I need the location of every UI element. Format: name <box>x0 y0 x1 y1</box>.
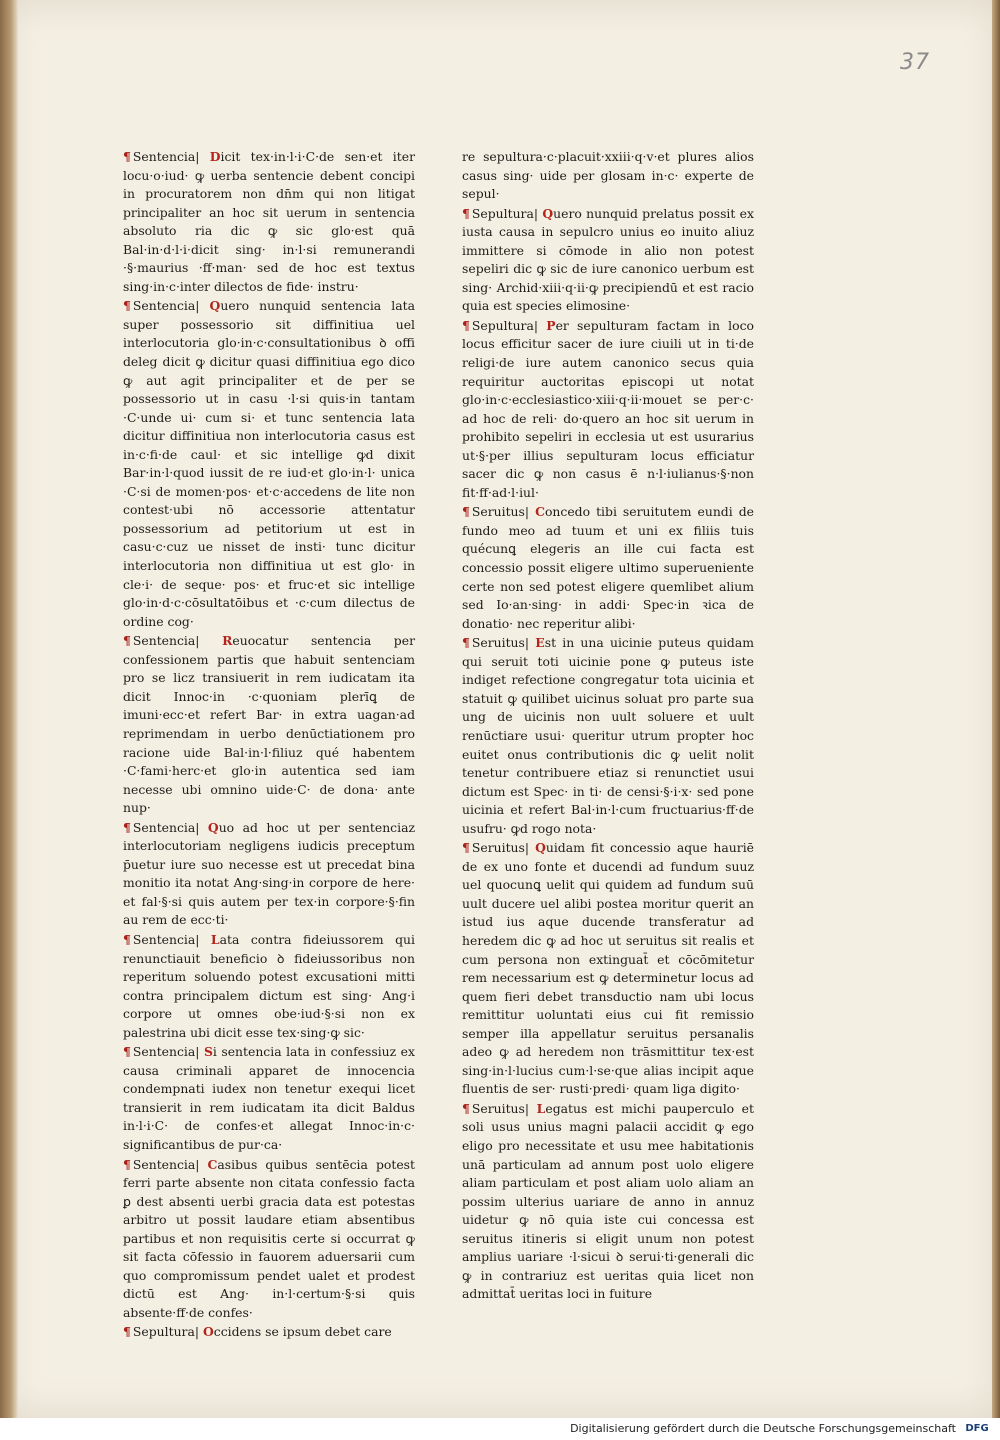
red-initial: E <box>535 635 545 651</box>
red-initial: Q <box>209 298 221 314</box>
rubric-separator: | <box>524 504 536 520</box>
entry-text: asibus quibus sentēcia potest ferri parte absente non citata confessio facta ꝑ dest absenti uerbi gracia data est potestas arbitro ut possit laudare etiam absentibus partibus et non requisitis certe si occurrat ꝙ sit facta cōfessio in fauorem aduersarii cum quo compromissum pendet ualet et prodest dictū est Ang· in·l·certum·§·si quis absente·ff·de confes· <box>123 1156 415 1320</box>
folio-number: 37 <box>900 50 930 75</box>
text-entry <box>123 931 415 1042</box>
entry-text: ata contra fideiussorem qui renunctiauit beneficio ꝺ fideiussoribus non reperitum soluendo potest excusationi mitti contra principalem dictum est sing· Ang·i corpore ut omnes obe·iud·§·si non ex palestrina ubi dicit esse tex·sing·ꝙ sic· <box>123 931 415 1040</box>
entry-text: ccidens se ipsum debet care <box>213 1324 392 1340</box>
rubric-separator: | <box>533 317 547 333</box>
text-entry <box>123 297 415 631</box>
red-initial: R <box>222 633 233 649</box>
red-initial: L <box>536 1100 546 1116</box>
text-entry <box>462 205 754 316</box>
text-entry <box>462 634 754 838</box>
rubric-separator: | <box>195 1156 208 1172</box>
entry-text: uidam fit concessio aque hauriē de ex uno fonte et ducendi ad fundum suuz uel quocunꝗ uelit qui quidem ad fundum suū uult ducere uel alibi postea moritur querit an istud ius aque ducende transferatur ad heredem dic ꝙ ad hoc ut seruitus sit realis et cum persona non extinguat̄ et cōcōmitetur rem necessarium est ꝙ determinetur locus ad quem fieri debet transductio nam ubi locus remittitur uoluntati eius cui fit remissio semper illa appellatur seruitus persanalis adeo ꝙ ad heredem non trāsmittitur tex·est sing·in·l·lucius cum·l·se·que alias incipit aque fluentis de ser· rusti·predi· quam liga digito· <box>462 840 754 1097</box>
rubric-separator: | <box>195 633 223 649</box>
red-initial: C <box>535 504 545 520</box>
footer-credit: Digitalisierung gefördert durch die Deutsche Forschungsgemeinschaft <box>570 1422 956 1435</box>
entry-text: uo ad hoc ut per sentenciaz interlocutoriam negligens iudicis preceptum p̄uetur iure suo necesse est ut precedat bina monitio ita notat Ang·sing·in corpore de here· et fal·§·si quis autem per tex·in corpore·§·fin au rem de ecc·ti· <box>123 819 415 928</box>
text-entry <box>123 1156 415 1323</box>
paragraph-mark-icon: ¶ <box>123 1324 131 1340</box>
entry-text: uero nunquid prelatus possit ex iusta causa in sepulcro unius eo inuito aliuz immittere si cōmode in alio non potest sepeliri dic ꝙ sic de iure canonico uerbum est sing· Archid·xiii·q·ii·ꝙ precipiendū et est racio quia est species elimosine· <box>462 205 754 314</box>
paragraph-mark-icon: ¶ <box>462 317 470 333</box>
entry-rubric: Sentencia <box>132 633 196 649</box>
paragraph-mark-icon: ¶ <box>123 819 131 835</box>
entry-text: i sentencia lata in confessiuz ex causa criminali apparet de innocencia condempnati iudex non tenetur exequi licet transierit in rem iudicatam ita dicit Baldus in·l·i·C· de confes·et allegat Innoc·in·c· significantibus de pur·ca· <box>123 1044 415 1152</box>
entry-rubric: Sentencia <box>132 149 196 164</box>
paragraph-mark-icon: ¶ <box>123 149 131 164</box>
entry-text: uero nunquid sentencia lata super possessorio sit diffinitiua uel interlocutoria glo·in·c·consultationibus ꝺ offi deleg dicit ꝙ dicitur quasi diffinitiua ego dico ꝙ aut agit principaliter et de per se possessorio ut in casu ·l·si quis·in tantam ·C·unde ui· cum si· et tunc sentencia lata dicitur diffinitiua non interlocutoria casus est in·c·fi·de caul· et sic intellige ꝙd dixit Bar·in·l·quod iussit de re iud·et glo·in·l· unica ·C·si de momen·pos· et·c·accedens de lite non contest·ubi nō accessorie attentatur possessorium ad petitorium ut est in casu·c·cuz ue nisset de insti· tunc dicitur interlocutoria non diffinitiua ut est glo· in cle·i· de seque· pos· et fruc·et sic intellige glo·in·d·c·cōsultatōibus et ·c·cum dilectus de ordine cog· <box>123 298 415 629</box>
entry-rubric: Seruitus <box>471 635 525 651</box>
entry-rubric: Seruitus <box>471 840 525 856</box>
rubric-separator: | <box>524 840 536 856</box>
rubric-separator: | <box>195 149 210 164</box>
entry-rubric: Sepultura <box>471 205 534 221</box>
red-initial: Q <box>207 819 219 835</box>
red-initial: P <box>546 317 556 333</box>
paragraph-mark-icon: ¶ <box>462 635 470 651</box>
entry-rubric: Sentencia <box>132 1044 196 1060</box>
text-entry <box>462 148 754 204</box>
entry-rubric: Sentencia <box>132 819 196 835</box>
text-entry <box>462 317 754 502</box>
entry-rubric: Seruitus <box>471 1100 525 1116</box>
entry-rubric: Sepultura <box>132 1324 195 1340</box>
red-initial: C <box>207 1156 218 1172</box>
entry-rubric: Seruitus <box>471 504 525 520</box>
red-initial: D <box>209 149 221 164</box>
entry-text: oncedo tibi seruitutem eundi de fundo meo ad tuum et uni ex filiis tuis quécunꝗ elegeris an ille cui facta est concessio possit eligere ultimo superueniente certe non sed potest eligere quemlibet alium sed Io·an·sing· in addi· Spec·in ꝛica de donatio· nec reperitur alibi· <box>462 504 754 631</box>
text-entry <box>462 503 754 633</box>
text-entry <box>123 1043 415 1154</box>
red-initial: O <box>202 1324 214 1340</box>
entry-text: re sepultura·c·placuit·xxiii·q·v·et plures alios casus sing· uide per glosam in·c· experte de sepul· <box>462 149 754 202</box>
paragraph-mark-icon: ¶ <box>462 1100 470 1116</box>
rubric-separator: | <box>195 819 208 835</box>
text-entry <box>123 148 415 296</box>
entry-text: st in una uicinie puteus quidam qui seruit toti uicinie pone ꝙ puteus iste indiget refectione congregatur tota uicinia et statuit ꝙ quilibet uicinus soluat pro parte sua ung de uicinis non uult soluere et uult renūctiare usui· queritur utrum propter hoc euitet onus contributionis dic ꝙ uelit nolit tenetur contribuere etiaz si renunctiet usui dictum est Spec· in ti· de censi·§·i·x· sed pone uicinia et refert Bal·in·l·cum fructuarius·ff·de usufru· ꝙd rogo nota· <box>462 635 754 836</box>
text-entry <box>462 839 754 1099</box>
text-entry <box>123 1323 415 1342</box>
rubric-separator: | <box>195 298 210 314</box>
rubric-separator: | <box>194 1324 203 1340</box>
text-entry <box>123 632 415 817</box>
entry-rubric: Sentencia <box>132 298 196 314</box>
red-initial: Q <box>542 205 554 221</box>
paragraph-mark-icon: ¶ <box>462 504 470 520</box>
paragraph-mark-icon: ¶ <box>123 1044 131 1060</box>
entry-text: er sepulturam factam in loco locus efficitur sacer de iure ciuili ut in ti·de religi·de iure autem canonico secus quia requiritur auctoritas episcopi ut notat glo·in·c·ecclesiastico·xiii·q·ii·mouet se per·c· ad hoc de reli· do·quero an hoc sit uerum in prohibito sepeliri in ecclesia ut est usurarius ut·§·per illius sepulturam locus efficiatur sacer dic ꝙ non casus ē n·l·iulianus·§·non fit·ff·ad·l·iul· <box>462 317 754 500</box>
red-initial: L <box>210 931 220 947</box>
text-column-left <box>123 148 415 1343</box>
entry-rubric: Sentencia <box>132 1156 196 1172</box>
paragraph-mark-icon: ¶ <box>123 931 131 947</box>
text-entry <box>462 1100 754 1304</box>
dfg-logo: DFG <box>965 1423 989 1434</box>
red-initial: S <box>203 1044 213 1060</box>
rubric-separator: | <box>195 1044 204 1060</box>
entry-rubric: Sepultura <box>471 317 534 333</box>
paragraph-mark-icon: ¶ <box>462 205 470 221</box>
entry-text: icit tex·in·l·i·C·de sen·et iter locu·o·iud· ꝙ uerba sentencie debent concipi in procuratorem non dn̄m qui non litigat principaliter an hoc sit uerum in sentencia absoluto ria dic ꝙ sic glo·est quā Bal·in·d·l·i·dicit sing· in·l·si remunerandi ·§·maurius ·ff·man· sed de hoc est textus sing·in·c·inter dilectos de fide· instru· <box>123 149 415 294</box>
paragraph-mark-icon: ¶ <box>123 633 131 649</box>
binding-edge <box>0 0 18 1418</box>
text-entry <box>123 819 415 930</box>
rubric-separator: | <box>533 205 543 221</box>
rubric-separator: | <box>195 931 211 947</box>
entry-text: egatus est michi pauperculo et soli usus unius magni palacii accidit ꝙ ego eligo pro necessitate et usu mee habitationis unā particulam ad annum post uolo eligere aliam particulam et post aliam uolo aliam an possim ulterius uariare de anno in annuz uidetur ꝙ nō quia iste cui concessa est seruitus itineris si eligit unum non potest amplius uariare ·l·sicui ꝺ serui·ti·generali dic ꝙ in contrariuz est ueritas quia licet non admittat̄ ueritas loci in fuiture <box>462 1100 754 1302</box>
rubric-separator: | <box>524 635 536 651</box>
paragraph-mark-icon: ¶ <box>123 1156 131 1172</box>
rubric-separator: | <box>524 1100 537 1116</box>
footer-bar <box>0 1418 1000 1440</box>
paragraph-mark-icon: ¶ <box>462 840 470 856</box>
text-column-right <box>462 148 754 1305</box>
red-initial: Q <box>535 840 546 856</box>
entry-text: euocatur sentencia per confessionem partis que habuit sentenciam pro se licz transiuerit in rem iudicatam ita dicit Innoc·in ·c·quoniam plerīꝗ de imuni·ecc·et refert Bar· in extra uagan·ad reprimendam in uerbo denūctiationem pro racione uide Bal·in·l·filiuz qué habentem ·C·fami·herc·et glo·in autentica sed iam necesse ubi omnino uide·C· de dona· ante nup· <box>123 633 415 816</box>
page-edge <box>992 0 1000 1418</box>
entry-rubric: Sentencia <box>132 931 196 947</box>
paragraph-mark-icon: ¶ <box>123 298 131 314</box>
